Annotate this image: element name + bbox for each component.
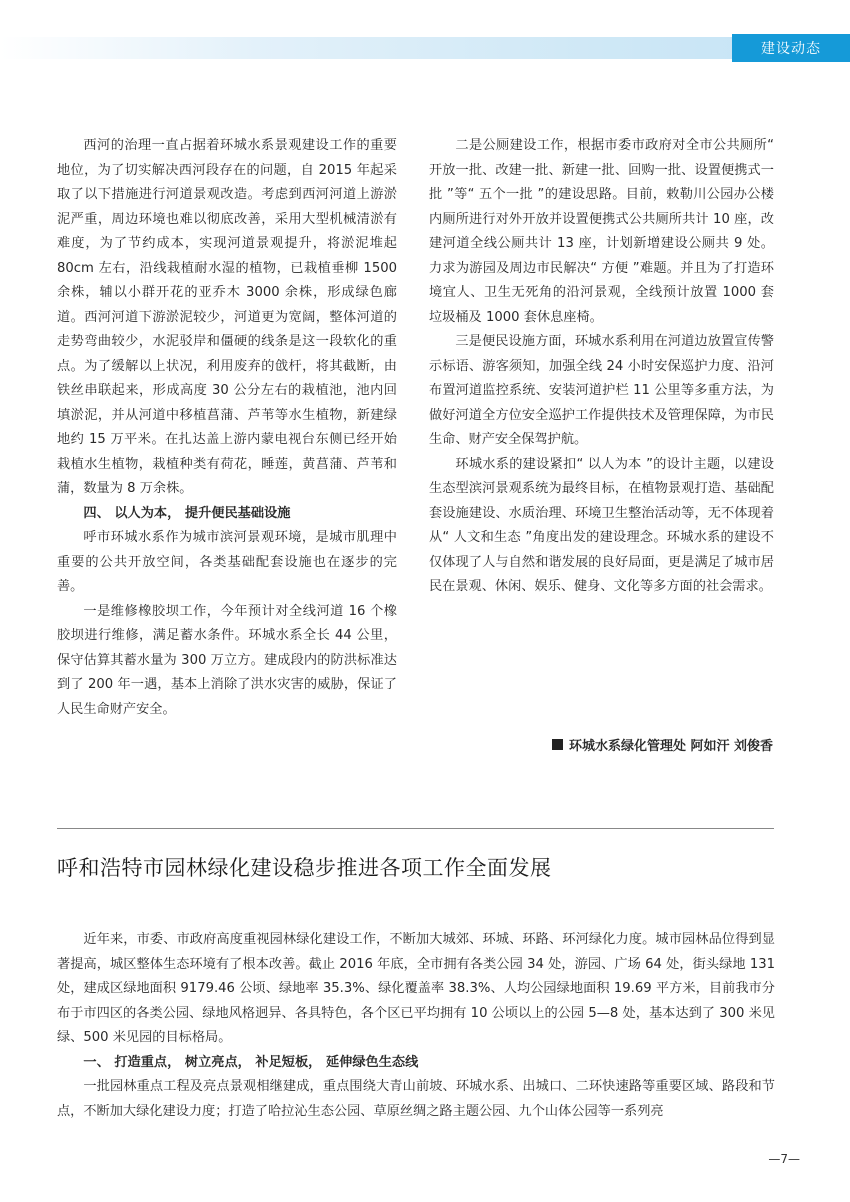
section-heading: 四、 以人为本， 提升便民基础设施	[83, 505, 291, 521]
author-byline	[552, 735, 773, 754]
left-column	[57, 134, 397, 722]
page-number: —7—	[768, 1152, 800, 1166]
paragraph: 三是便民设施方面，环城水系利用在河道边放置宣传警示标语、游客须知，加强全线 24 小时安保巡护力度、沿河布置河道监控系统、安装河道护栏 11 公里等多重方法，为做好河道全方位安全巡护工作提供技术及管理保障，为市民生命、财产安全保驾护航。	[429, 334, 774, 447]
paragraph: 一批园林重点工程及亮点景观相继建成，重点围绕大青山前坡、环城水系、出城口、二环快速路等重要区域、路段和节点，不断加大绿化建设力度；打造了哈拉沁生态公园、草原丝绸之路主题公园、九个山体公园等一系列亮	[57, 1079, 775, 1119]
paragraph: 二是公厕建设工作，根据市委市政府对全市公共厕所“ 开放一批、改建一批、新建一批、回购一批、设置便携式一批 ”等“ 五个一批 ”的建设思路。目前，敕勒川公园办公楼内厕所进行对外开放并设置便携式公共厕所共计 10 座，改建河道全线公厕共计 13 座，计划新增建设公厕共 9 处。力求为游园及周边市民解决“ 方便 ”难题。并且为了打造环境宜人、卫生无死角的沿河景观，全线预计放置 1000 套垃圾桶及 1000 套休息座椅。	[429, 138, 774, 325]
section-tag: 建设动态	[732, 34, 850, 62]
article-title: 呼和浩特市园林绿化建设稳步推进各项工作全面发展	[57, 856, 552, 880]
paragraph: 近年来，市委、市政府高度重视园林绿化建设工作，不断加大城郊、环城、环路、环河绿化力度。城市园林品位得到显著提高，城区整体生态环境有了根本改善。截止 2016 年底，全市拥有各类公园 34 处，游园、广场 64 处，街头绿地 131 处，建成区绿地面积 9179.46 公顷、绿地率 35.3%、绿化覆盖率 38.3%、人均公园绿地面积 19.69 平方米，目前我市分布于市四区的各类公园、绿地风格迥异、各具特色，各个区已平均拥有 10 公顷以上的公园 5—8 处，基本达到了 300 米见绿、500 米见园的目标格局。	[57, 932, 775, 1045]
paragraph: 一是维修橡胶坝工作，今年预计对全线河道 16 个橡胶坝进行维修，满足蓄水条件。环城水系全长 44 公里，保守估算其蓄水量为 300 万立方。建成段内的防洪标准达到了 200 年一遇，基本上消除了洪水灾害的威胁，保证了人民生命财产安全。	[57, 603, 397, 717]
right-column	[429, 134, 774, 600]
header-gradient-band	[0, 37, 850, 59]
section-divider	[57, 828, 774, 829]
article-body	[57, 928, 775, 1124]
byline-text: 环城水系绿化管理处 阿如汗 刘俊香	[568, 739, 773, 754]
paragraph: 西河的治理一直占据着环城水系景观建设工作的重要地位，为了切实解决西河段存在的问题，自 2015 年起采取了以下措施进行河道景观改造。考虑到西河河道上游淤泥严重，周边环境也难以彻底改善，采用大型机械清淤有难度，为了节约成本，实现河道景观提升，将淤泥堆起 80cm 左右，沿线栽植耐水湿的植物，已栽植垂柳 1500 余株，辅以小群开花的亚乔木 3000 余株，形成绿色廊道。西河河道下游淤泥较少，河道更为宽阔，整体河道的走势弯曲较少，水泥驳岸和僵硬的线条是这一段软化的重点。为了缓解以上状况，利用废弃的戗杆，将其截断，由铁丝串联起来，形成高度 30 公分左右的栽植池，池内回填淤泥，并从河道中移植菖蒲、芦苇等水生植物，新建绿地约 15 万平米。在扎达盖上游内蒙电视台东侧已经开始栽植水生植物，栽植种类有荷花，睡莲，黄菖蒲、芦苇和蒲，数量为 8 万余株。	[57, 138, 397, 496]
paragraph: 呼市环城水系作为城市滨河景观环境，是城市肌理中重要的公共开放空间，各类基础配套设施也在逐步的完善。	[57, 530, 397, 594]
section-heading: 一、 打造重点， 树立亮点， 补足短板， 延伸绿色生态线	[83, 1054, 419, 1070]
square-bullet-icon	[552, 739, 563, 750]
paragraph: 环城水系的建设紧扣“ 以人为本 ”的设计主题，以建设生态型滨河景观系统为最终目标，在植物景观打造、基础配套设施建设、水质治理、环境卫生整治活动等，无不体现着从“ 人文和生态 ”角度出发的建设理念。环城水系的建设不仅体现了人与自然和谐发展的良好局面，更是满足了城市居民在景观、休闲、娱乐、健身、文化等多方面的社会需求。	[429, 456, 774, 594]
